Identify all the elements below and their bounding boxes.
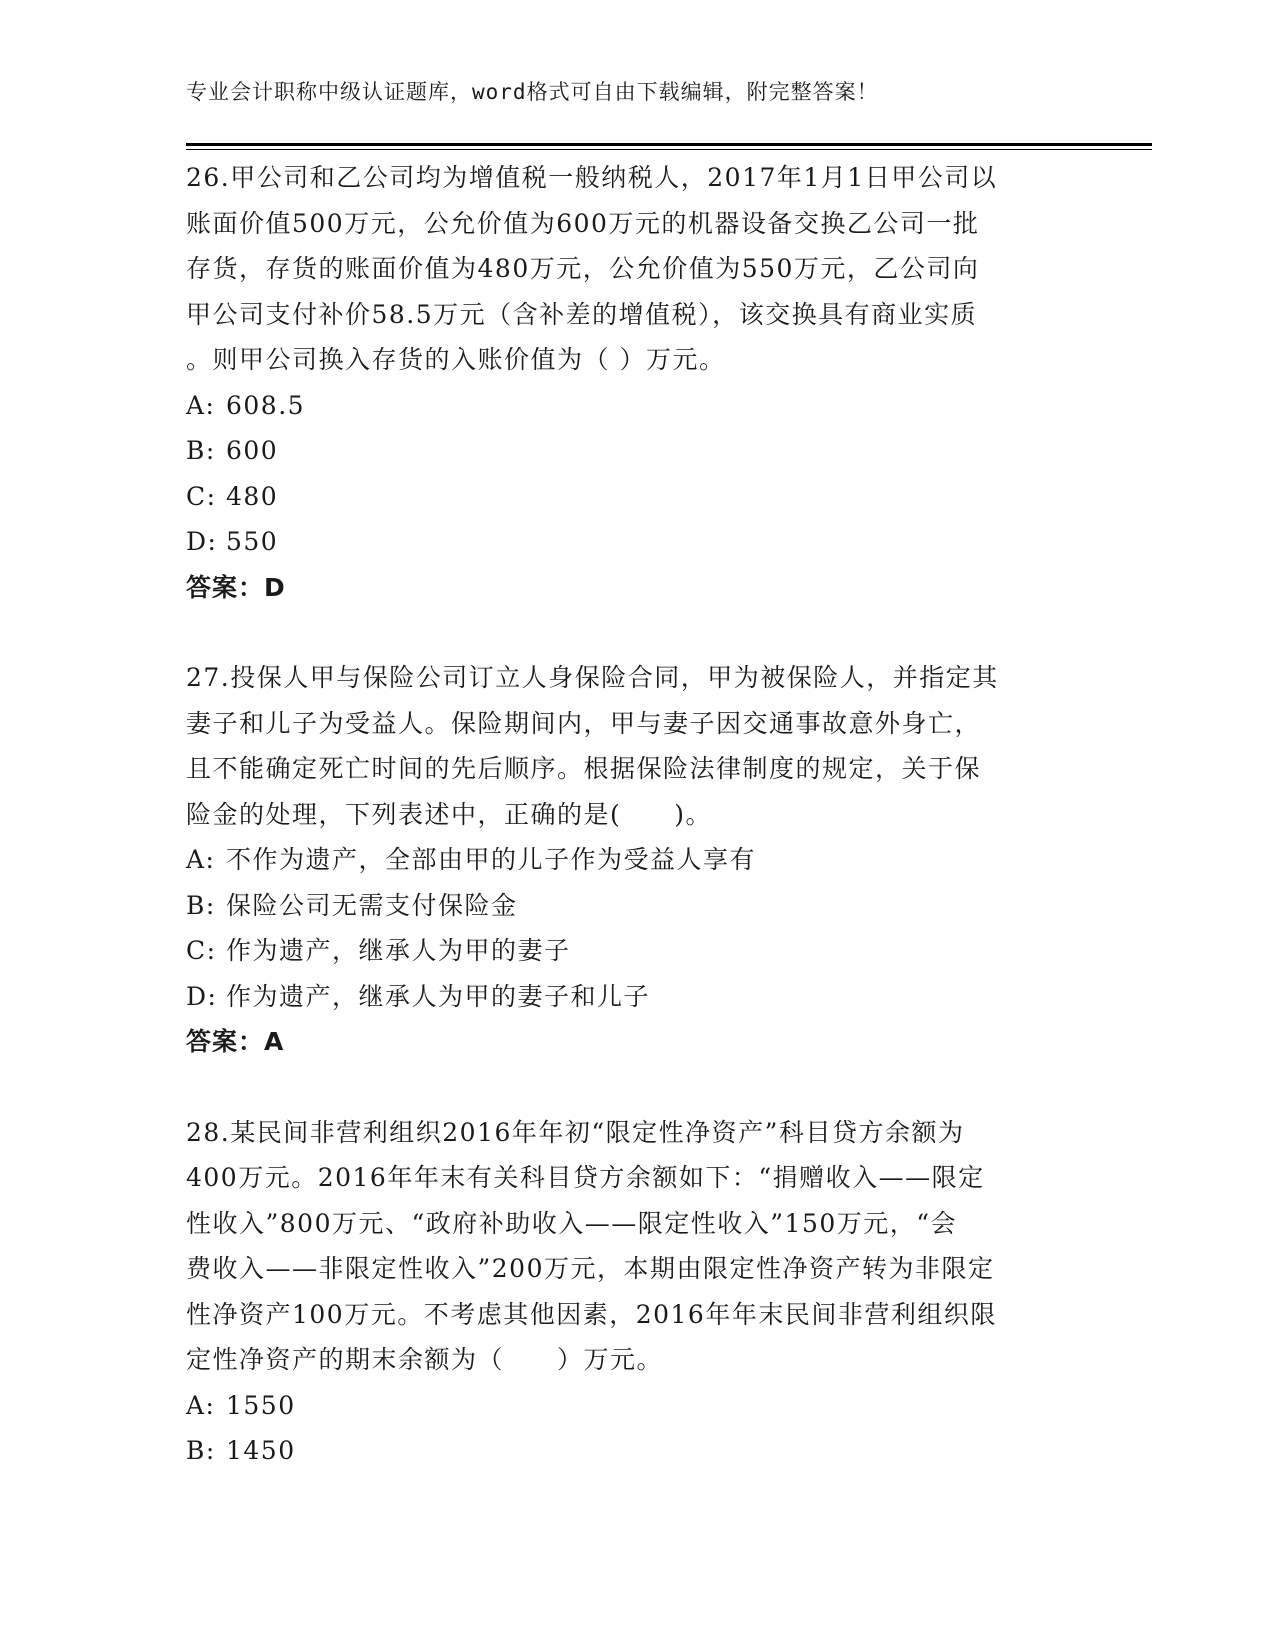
question-text-line: 定性净资产的期末余额为（ ）万元。: [186, 1345, 664, 1374]
header-rule-thin: [186, 149, 1152, 150]
question-text-line: 。则甲公司换入存货的入账价值为（ ）万元。: [186, 345, 726, 374]
option-text: 1550: [226, 1390, 296, 1420]
option-text: 作为遗产，继承人为甲的妻子和儿子: [226, 981, 651, 1011]
question-28: [186, 1110, 1086, 1474]
option-text: 600: [226, 436, 279, 465]
page-header: 专业会计职称中级认证题库，word格式可自由下载编辑，附完整答案！: [186, 80, 879, 104]
question-text-line: 妻子和儿子为受益人。保险期间内，甲与妻子因交通事故意外身亡，: [186, 708, 982, 738]
option-a: [186, 383, 1086, 429]
question-text-line: 26.甲公司和乙公司均为增值税一般纳税人，2017年1月1日甲公司以: [186, 163, 998, 192]
option-key: A:: [186, 845, 216, 874]
option-c: [186, 474, 1086, 520]
option-text: 608.5: [226, 390, 306, 420]
option-key: D:: [186, 981, 218, 1011]
question-text-line: 账面价值500万元，公允价值为600万元的机器设备交换乙公司一批: [186, 208, 980, 238]
option-key: B:: [186, 1436, 216, 1465]
option-key: D:: [186, 527, 218, 556]
question-text-line: 存货，存货的账面价值为480万元，公允价值为550万元，乙公司向: [186, 254, 980, 283]
question-list: [186, 155, 1086, 1474]
option-a: [186, 1383, 1086, 1429]
option-c: [186, 928, 1086, 974]
option-text: 不作为遗产，全部由甲的儿子作为受益人享有: [226, 845, 757, 874]
option-d: [186, 974, 1086, 1020]
question-text-line: 400万元。2016年年末有关科目贷方余额如下：“捐赠收入——限定: [186, 1163, 985, 1192]
option-key: A:: [186, 1390, 216, 1420]
option-text: 作为遗产，继承人为甲的妻子: [226, 936, 571, 965]
question-spacer: [186, 610, 1086, 655]
option-key: A:: [186, 390, 216, 420]
answer-line: 答案：A: [186, 1027, 285, 1056]
option-text: 保险公司无需支付保险金: [226, 890, 518, 920]
option-text: 480: [226, 481, 279, 511]
question-text-line: 险金的处理，下列表述中，正确的是( )。: [186, 799, 713, 829]
option-b: [186, 428, 1086, 474]
option-a: [186, 837, 1086, 883]
question-spacer: [186, 1065, 1086, 1110]
option-key: B:: [186, 436, 216, 465]
header-rule-thick: [186, 143, 1152, 146]
question-text-line: 性净资产100万元。不考虑其他因素，2016年年末民间非营利组织限: [186, 1299, 997, 1329]
question-text-line: 且不能确定死亡时间的先后顺序。根据保险法律制度的规定，关于保: [186, 754, 982, 783]
question-text-line: 27.投保人甲与保险公司订立人身保险合同，甲为被保险人，并指定其: [186, 663, 999, 692]
option-key: C:: [186, 936, 217, 965]
question-text-line: 甲公司支付补价58.5万元（含补差的增值税），该交换具有商业实质: [186, 299, 978, 329]
question-27: [186, 655, 1086, 1065]
option-b: [186, 1428, 1086, 1474]
question-text-line: 28.某民间非营利组织2016年年初“限定性净资产”科目贷方余额为: [186, 1117, 965, 1147]
option-d: [186, 519, 1086, 565]
question-text-line: 费收入——非限定性收入”200万元，本期由限定性净资产转为非限定: [186, 1254, 995, 1283]
answer-line: 答案：D: [186, 572, 286, 602]
option-b: [186, 883, 1086, 929]
option-key: B:: [186, 890, 216, 920]
option-text: 550: [226, 527, 279, 556]
option-key: C:: [186, 481, 217, 511]
question-26: [186, 155, 1086, 610]
question-text-line: 性收入”800万元、“政府补助收入——限定性收入”150万元，“会: [186, 1208, 958, 1238]
option-text: 1450: [226, 1436, 296, 1465]
